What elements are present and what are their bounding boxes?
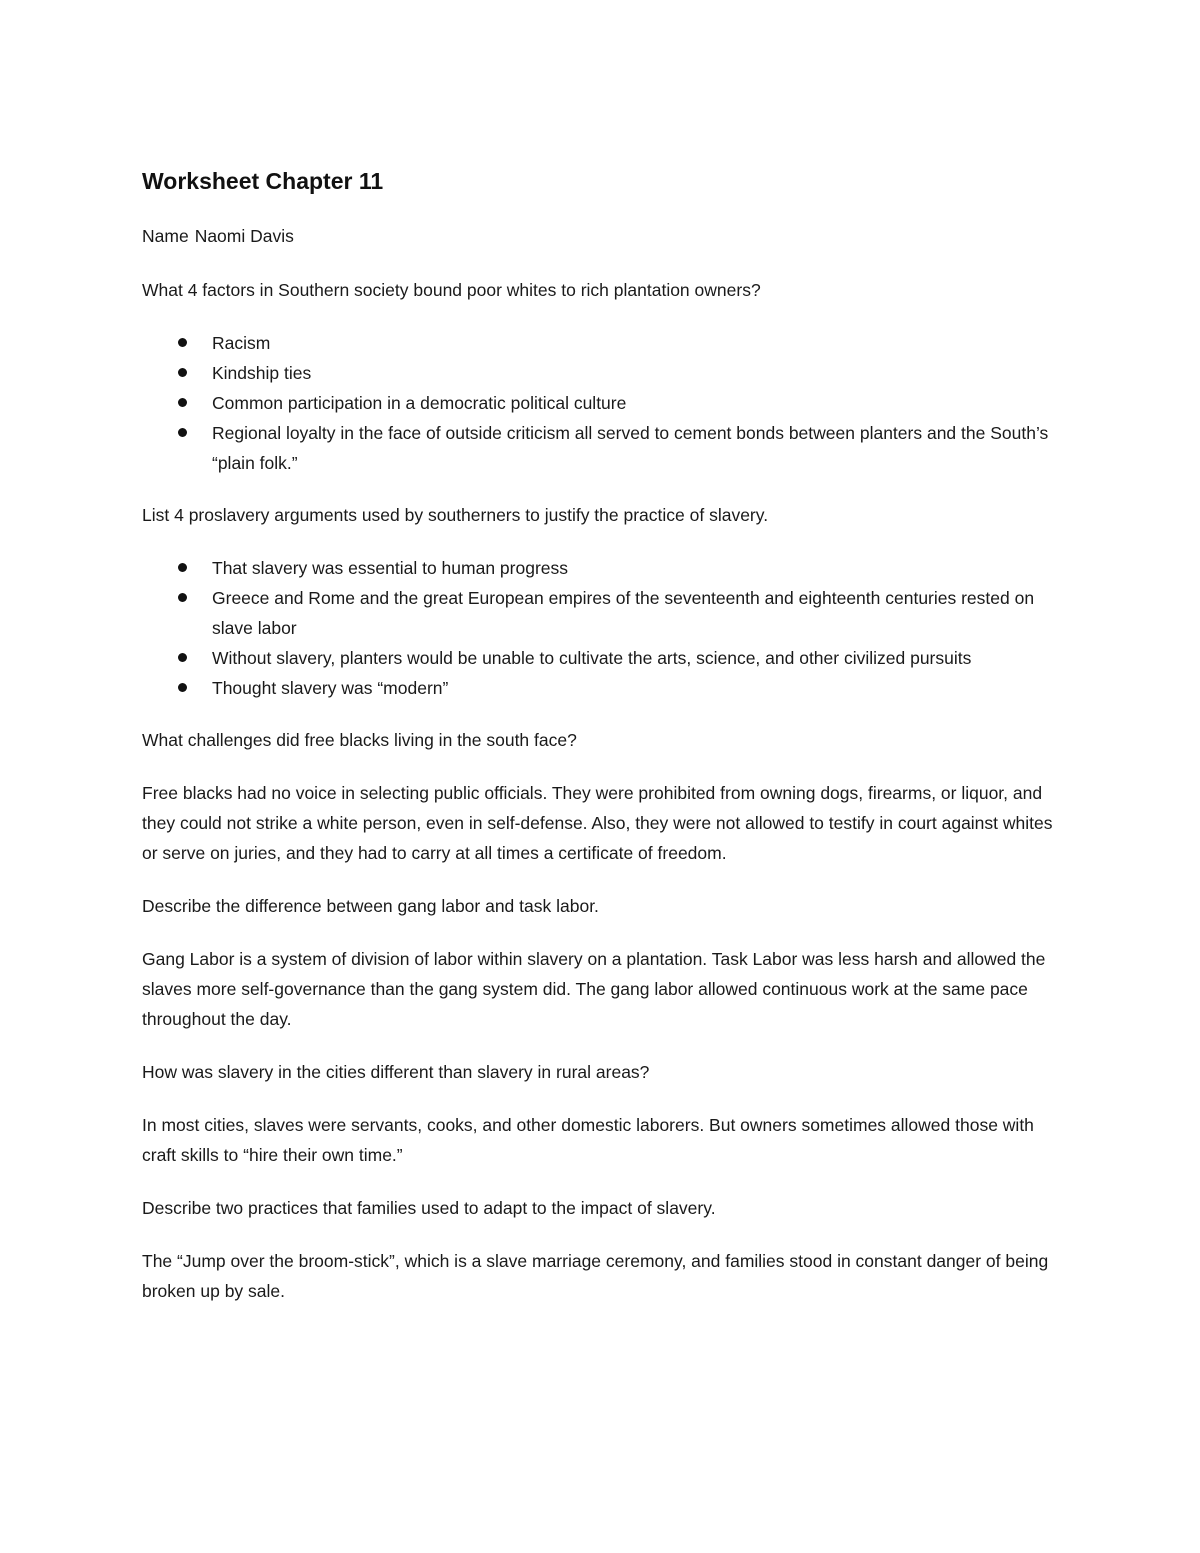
list-item: Without slavery, planters would be unable to cultivate the arts, science, and other civilized pursuits: [142, 643, 1072, 673]
bullet-icon: [178, 563, 187, 572]
answer-list-1: [142, 328, 1072, 478]
list-item: Common participation in a democratic political culture: [142, 388, 1072, 418]
bullet-icon: [178, 683, 187, 692]
question-4: Describe the difference between gang labor and task labor.: [142, 896, 599, 916]
list-item: Greece and Rome and the great European empires of the seventeenth and eighteenth centuries rested on slave labor: [142, 583, 1072, 643]
list-item: Regional loyalty in the face of outside criticism all served to cement bonds between planters and the South’s “plain folk.”: [142, 418, 1072, 478]
bullet-icon: [178, 428, 187, 437]
answer-5: In most cities, slaves were servants, cooks, and other domestic laborers. But owners sometimes allowed those with craft skills to “hire their own time.”: [142, 1115, 1034, 1165]
answer-3: Free blacks had no voice in selecting public officials. They were prohibited from owning dogs, firearms, or liquor, and they could not strike a white person, even in self-defense. Also, they were not allowed to testify in court against whites or serve on juries, and they had to carry at all times a certificate of freedom.: [142, 783, 1053, 863]
list-item: Kindship ties: [142, 358, 1072, 388]
document-page: [142, 163, 1072, 1329]
page-title: Worksheet Chapter 11: [142, 168, 384, 194]
question-2: List 4 proslavery arguments used by southerners to justify the practice of slavery.: [142, 505, 769, 525]
question-1: What 4 factors in Southern society bound poor whites to rich plantation owners?: [142, 280, 761, 300]
bullet-icon: [178, 368, 187, 377]
question-6: Describe two practices that families used to adapt to the impact of slavery.: [142, 1198, 716, 1218]
answer-list-2: [142, 553, 1072, 703]
bullet-icon: [178, 593, 187, 602]
answer-6: The “Jump over the broom-stick”, which is a slave marriage ceremony, and families stood in constant danger of being broken up by sale.: [142, 1251, 1049, 1301]
question-5: How was slavery in the cities different than slavery in rural areas?: [142, 1062, 650, 1082]
answer-4: Gang Labor is a system of division of labor within slavery on a plantation. Task Labor was less harsh and allowed the slaves more self-governance than the gang system did. The gang labor allowed continuous work at the same pace throughout the day.: [142, 949, 1046, 1029]
list-item: Thought slavery was “modern”: [142, 673, 1072, 703]
name-value: Naomi Davis: [194, 226, 294, 246]
bullet-icon: [178, 338, 187, 347]
list-item: That slavery was essential to human progress: [142, 553, 1072, 583]
bullet-icon: [178, 398, 187, 407]
question-3: What challenges did free blacks living in the south face?: [142, 730, 577, 750]
student-name-line: [142, 221, 1072, 251]
bullet-icon: [178, 653, 187, 662]
list-item: Racism: [142, 328, 1072, 358]
name-label: Name: [142, 226, 189, 246]
